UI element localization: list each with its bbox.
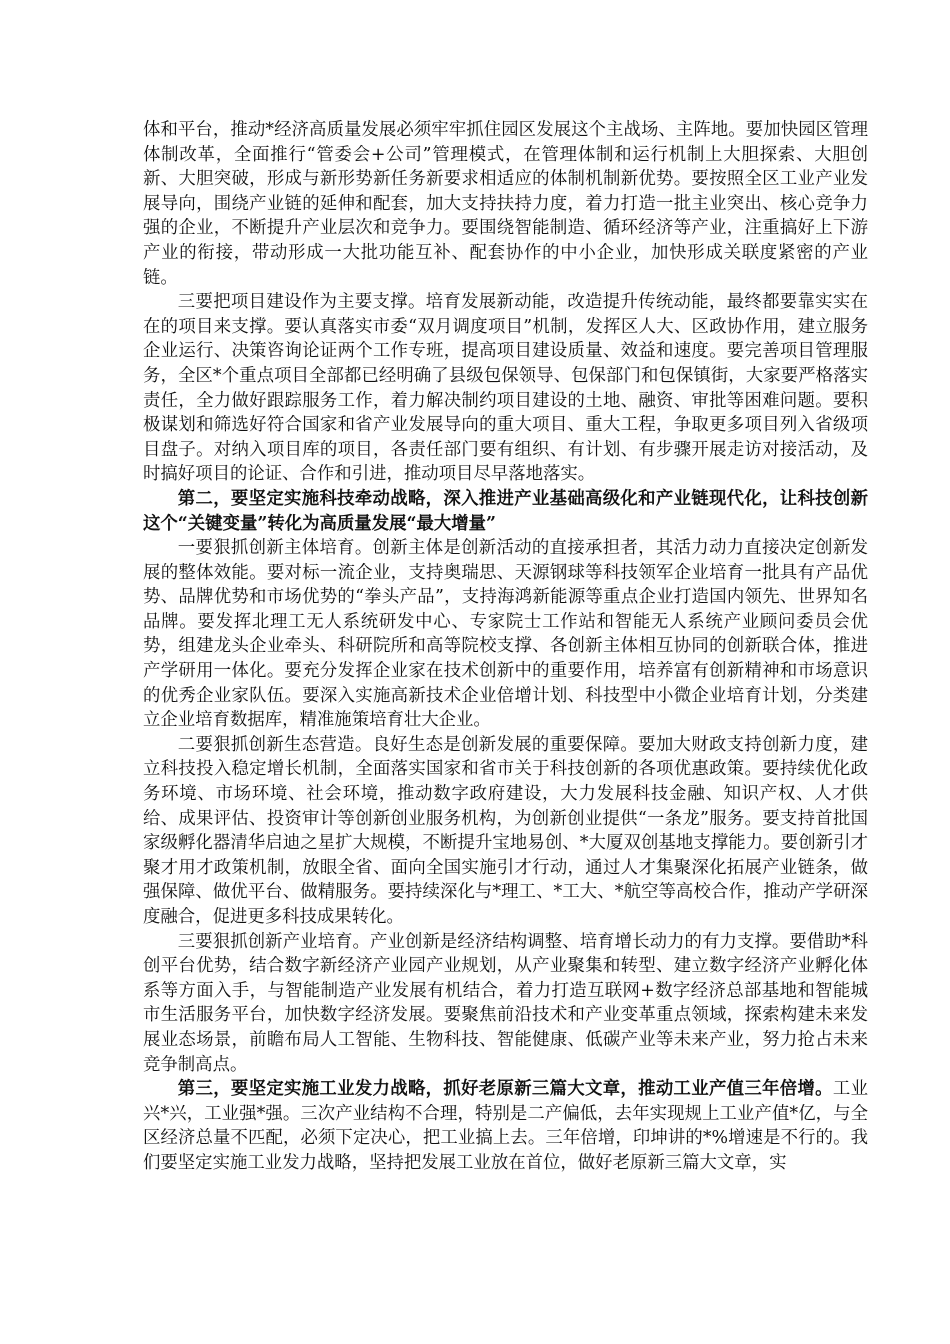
paragraph-7 bbox=[143, 1077, 868, 1175]
paragraph-5: 二要狠抓创新生态营造。良好生态是创新发展的重要保障。要加大财政支持创新力度，建立科技投入稳定增长机制，全面落实国家和省市关于科技创新的各项优惠政策。要持续优化政务环境、市场环境、社会环境，推动数字政府建设，大力发展科技金融、知识产权、人才供给、成果评估、投资审计等创新创业服务机构，为创新创业提供“一条龙”服务。要支持首批国家级孵化器清华启迪之星扩大规模，不断提升宝地易创、*大厦双创基地支撑能力。要创新引才聚才用才政策机制，放眼全省、面向全国实施引才行动，通过人才集聚深化拓展产业链条，做强保障、做优平台、做精服务。要持续深化与*理工、*工大、*航空等高校合作，推动产学研深度融合，促进更多科技成果转化。 bbox=[143, 734, 868, 927]
section-heading-3: 第三，要坚定实施工业发力战略，抓好老原新三篇大文章，推动工业产值三年倍增。 bbox=[177, 1079, 833, 1100]
paragraph-6: 三要狠抓创新产业培育。产业创新是经济结构调整、培育增长动力的有力支撑。要借助*科创平台优势，结合数字新经济产业园产业规划，从产业聚集和转型、建立数字经济产业孵化体系等方面入手，与智能制造产业发展有机结合，着力打造互联网+数字经济总部基地和智能城市生活服务平台，加快数字经济发展。要聚焦前沿技术和产业变革重点领域，探索构建未来发展业态场景，前瞻布局人工智能、生物科技、智能健康、低碳产业等未来产业，努力抢占未来竞争制高点。 bbox=[143, 931, 868, 1075]
section-heading-2: 第二，要坚定实施科技牵动战略，深入推进产业基础高级化和产业链现代化，让科技创新这个“关键变量”转化为高质量发展“最大增量” bbox=[143, 488, 868, 534]
paragraph-2: 三要把项目建设作为主要支撑。培育发展新动能，改造提升传统动能，最终都要靠实实在在的项目来支撑。要认真落实市委“双月调度项目”机制，发挥区人大、区政协作用，建立服务企业运行、决策咨询论证两个工作专班，提高项目建设质量、效益和速度。要完善项目管理服务，全区*个重点项目全部都已经明确了县级包保领导、包保部门和包保镇街，大家要严格落实责任，全力做好跟踪服务工作，着力解决制约项目建设的土地、融资、审批等困难问题。要积极谋划和筛选好符合国家和省产业发展导向的重大项目、重大工程，争取更多项目列入省级项目盘子。对纳入项目库的项目，各责任部门要有组织、有计划、有步骤开展走访对接活动，及时搞好项目的论证、合作和引进，推动项目尽早落地落实。 bbox=[143, 292, 868, 485]
paragraph-4: 一要狠抓创新主体培育。创新主体是创新活动的直接承担者，其活力动力直接决定创新发展的整体效能。要对标一流企业，支持奥瑞思、天源钢球等科技领军企业培育一批具有产品优势、品牌优势和市场优势的“拳头产品”，支持海鸿新能源等重点企业打造国内领先、世界知名品牌。要发挥北理工无人系统研发中心、专家院士工作站和智能无人系统产业顾问委员会优势，组建龙头企业牵头、科研院所和高等院校支撑、各创新主体相互协同的创新联合体，推进产学研用一体化。要充分发挥企业家在技术创新中的重要作用，培养富有创新精神和市场意识的优秀企业家队伍。要深入实施高新技术企业倍增计划、科技型中小微企业培育计划，分类建立企业培育数据库，精准施策培育壮大企业。 bbox=[143, 538, 868, 731]
document-page bbox=[143, 118, 868, 1176]
paragraph-7-body: 工业兴*兴，工业强*强。三次产业结构不合理，特别是二产偏低，去年实现规上工业产值*亿，与全区经济总量不匹配，必须下定决心，把工业搞上去。三年倍增，印坤讲的*%增速是不行的。我们要坚定实施工业发力战略，坚持把发展工业放在首位，做好老原新三篇大文章，实 bbox=[143, 1079, 868, 1173]
paragraph-1: 体和平台，推动*经济高质量发展必须牢牢抓住园区发展这个主战场、主阵地。要加快园区管理体制改革，全面推行“管委会+公司”管理模式，在管理体制和运行机制上大胆探索、大胆创新、大胆突破，形成与新形势新任务新要求相适应的体制机制新优势。要按照全区工业产业发展导向，围绕产业链的延伸和配套，加大支持扶持力度，着力打造一批主业突出、核心竞争力强的企业，不断提升产业层次和竞争力。要围绕智能制造、循环经济等产业，注重搞好上下游产业的衔接，带动形成一大批功能互补、配套协作的中小企业，加快形成关联度紧密的产业链。 bbox=[143, 120, 868, 288]
